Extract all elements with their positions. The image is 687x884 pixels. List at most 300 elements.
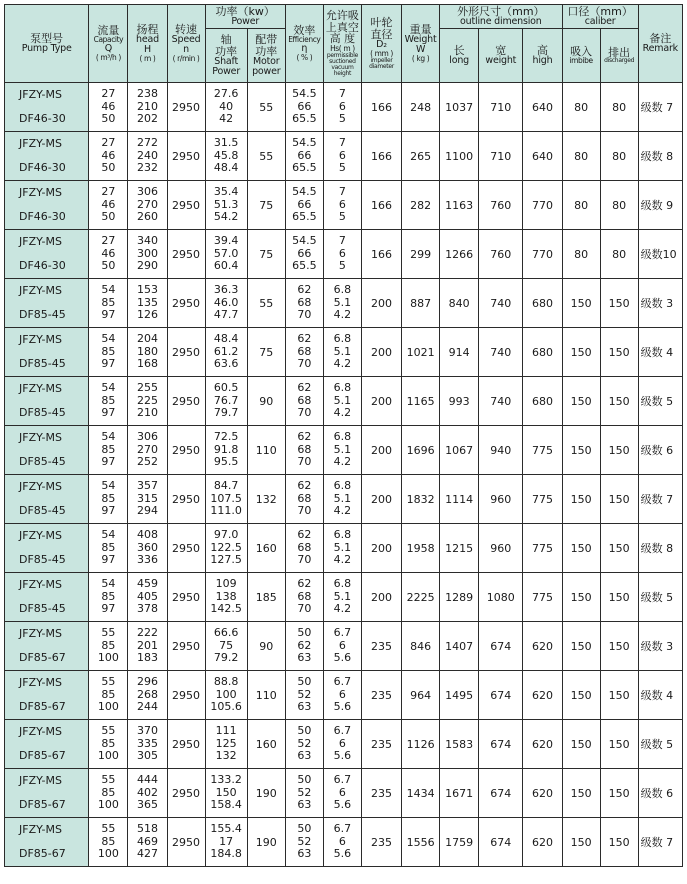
h-value: 365 [136, 798, 158, 812]
hs-cell [323, 377, 361, 426]
motor-cell: 75 [247, 328, 285, 377]
hs-cell [323, 671, 361, 720]
w-cell: 299 [402, 230, 440, 279]
hs-value: 6.8 [333, 381, 352, 395]
long-cell: 1100 [440, 132, 479, 181]
h-value: 268 [136, 687, 158, 701]
shaft-value: 72.5 [213, 430, 239, 444]
motor-cell: 90 [247, 377, 285, 426]
eff-cell [285, 426, 323, 475]
hs-value: 6 [338, 246, 346, 260]
high-cell: 640 [523, 83, 562, 132]
d2-cell: 200 [361, 573, 401, 622]
model-value: JFZY-MS [19, 529, 62, 542]
table-row [5, 818, 683, 867]
shaft-value: 51.3 [213, 197, 239, 211]
model-value: DF85-67 [19, 847, 66, 860]
model-value: DF85-67 [19, 651, 66, 664]
n-cell: 2950 [167, 230, 205, 279]
q-value: 97 [101, 308, 116, 322]
h-value: 294 [136, 504, 158, 518]
eff-value: 66 [297, 148, 312, 162]
w-cell: 2225 [402, 573, 440, 622]
wide-cell: 760 [479, 181, 523, 230]
h-value: 459 [136, 577, 158, 591]
shaft-cell [205, 671, 247, 720]
high-cell: 775 [523, 573, 562, 622]
h-value: 315 [136, 491, 158, 505]
eff-value: 62 [297, 332, 312, 346]
table-row [5, 720, 683, 769]
eff-cell [285, 818, 323, 867]
hs-value: 6 [338, 687, 346, 701]
col-suction-height: 允许吸 上真空 高 度 Hs( m ) permissible suctioned vacuum height [323, 5, 361, 83]
model-value: DF85-45 [19, 553, 66, 566]
q-cell [89, 83, 128, 132]
hs-value: 4.2 [333, 357, 352, 371]
shaft-value: 100 [215, 687, 237, 701]
wide-cell: 674 [479, 720, 523, 769]
shaft-cell [205, 328, 247, 377]
high-cell: 775 [523, 426, 562, 475]
shaft-cell [205, 230, 247, 279]
hs-value: 5.1 [333, 393, 352, 407]
model-value: DF85-45 [19, 455, 66, 468]
wide-cell: 674 [479, 769, 523, 818]
n-cell: 2950 [167, 720, 205, 769]
long-cell: 1407 [440, 622, 479, 671]
motor-cell: 55 [247, 132, 285, 181]
shaft-value: 91.8 [213, 442, 239, 456]
wide-cell: 740 [479, 328, 523, 377]
long-cell: 1114 [440, 475, 479, 524]
q-value: 85 [101, 589, 116, 603]
eff-cell [285, 230, 323, 279]
high-cell: 620 [523, 622, 562, 671]
h-cell [128, 720, 167, 769]
high-cell: 770 [523, 181, 562, 230]
hs-cell [323, 279, 361, 328]
q-value: 46 [101, 99, 116, 113]
motor-cell: 55 [247, 83, 285, 132]
eff-cell [285, 181, 323, 230]
hs-value: 4.2 [333, 553, 352, 567]
h-value: 360 [136, 540, 158, 554]
q-value: 97 [101, 406, 116, 420]
table-header [5, 5, 683, 83]
out-cell: 80 [600, 83, 638, 132]
shaft-value: 57.0 [213, 246, 239, 260]
d2-cell: 166 [361, 181, 401, 230]
eff-value: 68 [297, 540, 312, 554]
eff-value: 54.5 [292, 185, 317, 199]
pump-type-cell [5, 426, 89, 475]
shaft-value: 142.5 [210, 602, 242, 616]
d2-cell: 166 [361, 132, 401, 181]
hs-value: 7 [338, 136, 346, 150]
w-cell: 1958 [402, 524, 440, 573]
shaft-value: 60.4 [213, 259, 239, 273]
q-value: 50 [101, 161, 116, 175]
n-cell: 2950 [167, 377, 205, 426]
n-cell: 2950 [167, 671, 205, 720]
shaft-value: 155.4 [210, 822, 242, 836]
q-cell [89, 671, 128, 720]
hs-cell [323, 720, 361, 769]
eff-value: 52 [297, 834, 312, 848]
q-value: 54 [101, 381, 116, 395]
q-value: 50 [101, 210, 116, 224]
q-value: 50 [101, 112, 116, 126]
h-value: 168 [136, 357, 158, 371]
h-value: 255 [136, 381, 158, 395]
motor-cell: 90 [247, 622, 285, 671]
pump-type-cell [5, 769, 89, 818]
shaft-cell [205, 181, 247, 230]
h-value: 222 [136, 626, 158, 640]
hs-value: 5.6 [333, 651, 352, 665]
shaft-value: 63.6 [213, 357, 239, 371]
h-cell [128, 769, 167, 818]
shaft-value: 45.8 [213, 148, 239, 162]
long-cell: 1215 [440, 524, 479, 573]
col-capacity: 流量 Capacity Q ( m³/h ) [89, 5, 128, 83]
shaft-value: 61.2 [213, 344, 239, 358]
pump-type-cell [5, 279, 89, 328]
shaft-value: 40 [219, 99, 234, 113]
h-cell [128, 230, 167, 279]
shaft-value: 60.5 [213, 381, 239, 395]
table-row [5, 524, 683, 573]
eff-value: 54.5 [292, 136, 317, 150]
n-cell: 2950 [167, 328, 205, 377]
motor-cell: 132 [247, 475, 285, 524]
hs-value: 5.6 [333, 749, 352, 763]
eff-value: 52 [297, 785, 312, 799]
hs-cell [323, 132, 361, 181]
shaft-value: 47.7 [213, 308, 239, 322]
n-cell: 2950 [167, 769, 205, 818]
n-cell: 2950 [167, 622, 205, 671]
h-value: 306 [136, 430, 158, 444]
model-value: DF85-45 [19, 357, 66, 370]
eff-value: 65.5 [292, 112, 317, 126]
shaft-value: 35.4 [213, 185, 239, 199]
shaft-value: 48.4 [213, 161, 239, 175]
q-cell [89, 181, 128, 230]
q-value: 55 [101, 724, 116, 738]
n-cell: 2950 [167, 573, 205, 622]
q-value: 55 [101, 675, 116, 689]
wide-cell: 960 [479, 475, 523, 524]
long-cell: 1759 [440, 818, 479, 867]
h-cell [128, 524, 167, 573]
col-shaft-power: 轴 功率 Shaft Power [205, 29, 247, 83]
h-value: 427 [136, 847, 158, 861]
q-value: 85 [101, 736, 116, 750]
shaft-value: 133.2 [210, 773, 242, 787]
hs-value: 5.6 [333, 847, 352, 861]
shaft-value: 66.6 [213, 626, 239, 640]
long-cell: 1495 [440, 671, 479, 720]
model-value: DF46-30 [19, 259, 66, 272]
h-cell [128, 328, 167, 377]
long-cell: 993 [440, 377, 479, 426]
out-cell: 150 [600, 671, 638, 720]
shaft-value: 184.8 [210, 847, 242, 861]
shaft-value: 158.4 [210, 798, 242, 812]
q-cell [89, 769, 128, 818]
h-value: 204 [136, 332, 158, 346]
shaft-value: 27.6 [213, 87, 239, 101]
pump-type-cell [5, 377, 89, 426]
w-cell: 1696 [402, 426, 440, 475]
long-cell: 1583 [440, 720, 479, 769]
h-value: 335 [136, 736, 158, 750]
shaft-value: 111 [215, 724, 237, 738]
in-cell: 150 [562, 475, 600, 524]
h-value: 270 [136, 442, 158, 456]
shaft-value: 109 [215, 577, 237, 591]
hs-value: 6.8 [333, 332, 352, 346]
in-cell: 150 [562, 720, 600, 769]
in-cell: 80 [562, 83, 600, 132]
hs-value: 5 [338, 161, 346, 175]
q-value: 50 [101, 259, 116, 273]
q-value: 54 [101, 283, 116, 297]
eff-value: 62 [297, 283, 312, 297]
eff-value: 63 [297, 749, 312, 763]
h-cell [128, 377, 167, 426]
eff-value: 65.5 [292, 259, 317, 273]
w-cell: 1165 [402, 377, 440, 426]
shaft-cell [205, 132, 247, 181]
wide-cell: 940 [479, 426, 523, 475]
eff-value: 62 [297, 381, 312, 395]
w-cell: 1556 [402, 818, 440, 867]
q-cell [89, 622, 128, 671]
out-cell: 80 [600, 230, 638, 279]
long-cell: 1671 [440, 769, 479, 818]
long-cell: 914 [440, 328, 479, 377]
eff-cell [285, 83, 323, 132]
q-cell [89, 720, 128, 769]
q-value: 54 [101, 332, 116, 346]
out-cell: 150 [600, 720, 638, 769]
n-cell: 2950 [167, 524, 205, 573]
shaft-value: 111.0 [210, 504, 242, 518]
pump-type-cell [5, 524, 89, 573]
h-cell [128, 818, 167, 867]
in-cell: 150 [562, 279, 600, 328]
hs-value: 6 [338, 148, 346, 162]
w-cell: 1434 [402, 769, 440, 818]
out-cell: 150 [600, 622, 638, 671]
wide-cell: 674 [479, 671, 523, 720]
eff-cell [285, 622, 323, 671]
w-cell: 1126 [402, 720, 440, 769]
high-cell: 640 [523, 132, 562, 181]
model-value: JFZY-MS [19, 88, 62, 101]
out-cell: 150 [600, 573, 638, 622]
model-value: DF85-45 [19, 406, 66, 419]
hs-cell [323, 475, 361, 524]
high-cell: 680 [523, 377, 562, 426]
pump-type-cell [5, 818, 89, 867]
col-pump-type: 泵型号 Pump Type [5, 5, 89, 83]
eff-value: 68 [297, 589, 312, 603]
hs-cell [323, 573, 361, 622]
hs-value: 6.7 [333, 626, 352, 640]
h-value: 290 [136, 259, 158, 273]
q-value: 46 [101, 148, 116, 162]
shaft-value: 48.4 [213, 332, 239, 346]
motor-cell: 75 [247, 230, 285, 279]
hs-value: 6.7 [333, 724, 352, 738]
remark-cell: 级数 4 [638, 328, 682, 377]
remark-cell: 级数 5 [638, 377, 682, 426]
model-value: JFZY-MS [19, 235, 62, 248]
h-value: 270 [136, 197, 158, 211]
eff-value: 62 [297, 638, 312, 652]
shaft-value: 46.0 [213, 295, 239, 309]
wide-cell: 674 [479, 622, 523, 671]
hs-value: 5 [338, 259, 346, 273]
q-value: 54 [101, 479, 116, 493]
model-value: JFZY-MS [19, 823, 62, 836]
q-cell [89, 279, 128, 328]
table-row [5, 328, 683, 377]
hs-value: 5 [338, 112, 346, 126]
n-cell: 2950 [167, 426, 205, 475]
remark-cell: 级数10 [638, 230, 682, 279]
q-value: 85 [101, 344, 116, 358]
shaft-value: 132 [215, 749, 237, 763]
remark-cell: 级数 5 [638, 720, 682, 769]
q-cell [89, 377, 128, 426]
eff-value: 68 [297, 344, 312, 358]
eff-value: 70 [297, 602, 312, 616]
hs-value: 4.2 [333, 406, 352, 420]
eff-value: 68 [297, 393, 312, 407]
d2-cell: 200 [361, 328, 401, 377]
pump-type-cell [5, 181, 89, 230]
q-cell [89, 573, 128, 622]
remark-cell: 级数 7 [638, 83, 682, 132]
model-value: JFZY-MS [19, 333, 62, 346]
hs-value: 6.8 [333, 430, 352, 444]
motor-cell: 185 [247, 573, 285, 622]
out-cell: 80 [600, 132, 638, 181]
h-value: 378 [136, 602, 158, 616]
h-value: 210 [136, 406, 158, 420]
shaft-cell [205, 475, 247, 524]
eff-value: 62 [297, 479, 312, 493]
eff-value: 50 [297, 626, 312, 640]
col-head: 扬程 head H ( m ) [128, 5, 167, 83]
high-cell: 620 [523, 671, 562, 720]
shaft-value: 75 [219, 638, 234, 652]
table-row [5, 83, 683, 132]
hs-cell [323, 181, 361, 230]
in-cell: 150 [562, 622, 600, 671]
table-row [5, 377, 683, 426]
eff-value: 66 [297, 99, 312, 113]
h-value: 135 [136, 295, 158, 309]
h-value: 252 [136, 455, 158, 469]
hs-value: 5.1 [333, 344, 352, 358]
q-value: 100 [97, 651, 119, 665]
long-cell: 1067 [440, 426, 479, 475]
hs-value: 4.2 [333, 455, 352, 469]
shaft-value: 150 [215, 785, 237, 799]
table-row [5, 426, 683, 475]
w-cell: 887 [402, 279, 440, 328]
motor-cell: 110 [247, 426, 285, 475]
high-cell: 775 [523, 475, 562, 524]
q-value: 100 [97, 700, 119, 714]
q-value: 85 [101, 687, 116, 701]
motor-cell: 160 [247, 524, 285, 573]
model-value: JFZY-MS [19, 480, 62, 493]
h-value: 180 [136, 344, 158, 358]
model-value: DF85-45 [19, 504, 66, 517]
shaft-value: 31.5 [213, 136, 239, 150]
w-cell: 1021 [402, 328, 440, 377]
pump-type-cell [5, 230, 89, 279]
h-cell [128, 573, 167, 622]
hs-value: 5 [338, 210, 346, 224]
hs-value: 6.7 [333, 675, 352, 689]
h-value: 210 [136, 99, 158, 113]
hs-value: 6.8 [333, 577, 352, 591]
d2-cell: 200 [361, 426, 401, 475]
long-cell: 1163 [440, 181, 479, 230]
q-cell [89, 818, 128, 867]
in-cell: 150 [562, 328, 600, 377]
d2-cell: 200 [361, 475, 401, 524]
hs-value: 6 [338, 197, 346, 211]
h-value: 306 [136, 185, 158, 199]
hs-cell [323, 426, 361, 475]
eff-cell [285, 671, 323, 720]
d2-cell: 235 [361, 769, 401, 818]
eff-value: 62 [297, 430, 312, 444]
pump-spec-sheet [4, 4, 683, 867]
eff-cell [285, 524, 323, 573]
col-wide: 宽 weight [479, 29, 523, 83]
w-cell: 265 [402, 132, 440, 181]
shaft-value: 95.5 [213, 455, 239, 469]
w-cell: 248 [402, 83, 440, 132]
eff-value: 63 [297, 847, 312, 861]
q-value: 100 [97, 798, 119, 812]
shaft-value: 122.5 [210, 540, 242, 554]
q-cell [89, 132, 128, 181]
hs-value: 6 [338, 736, 346, 750]
remark-cell: 级数 3 [638, 279, 682, 328]
shaft-value: 39.4 [213, 234, 239, 248]
shaft-value: 84.7 [213, 479, 239, 493]
out-cell: 150 [600, 328, 638, 377]
remark-cell: 级数 9 [638, 181, 682, 230]
shaft-value: 79.7 [213, 406, 239, 420]
shaft-value: 79.2 [213, 651, 239, 665]
q-cell [89, 328, 128, 377]
hs-value: 6.7 [333, 822, 352, 836]
remark-cell: 级数 7 [638, 475, 682, 524]
eff-cell [285, 132, 323, 181]
